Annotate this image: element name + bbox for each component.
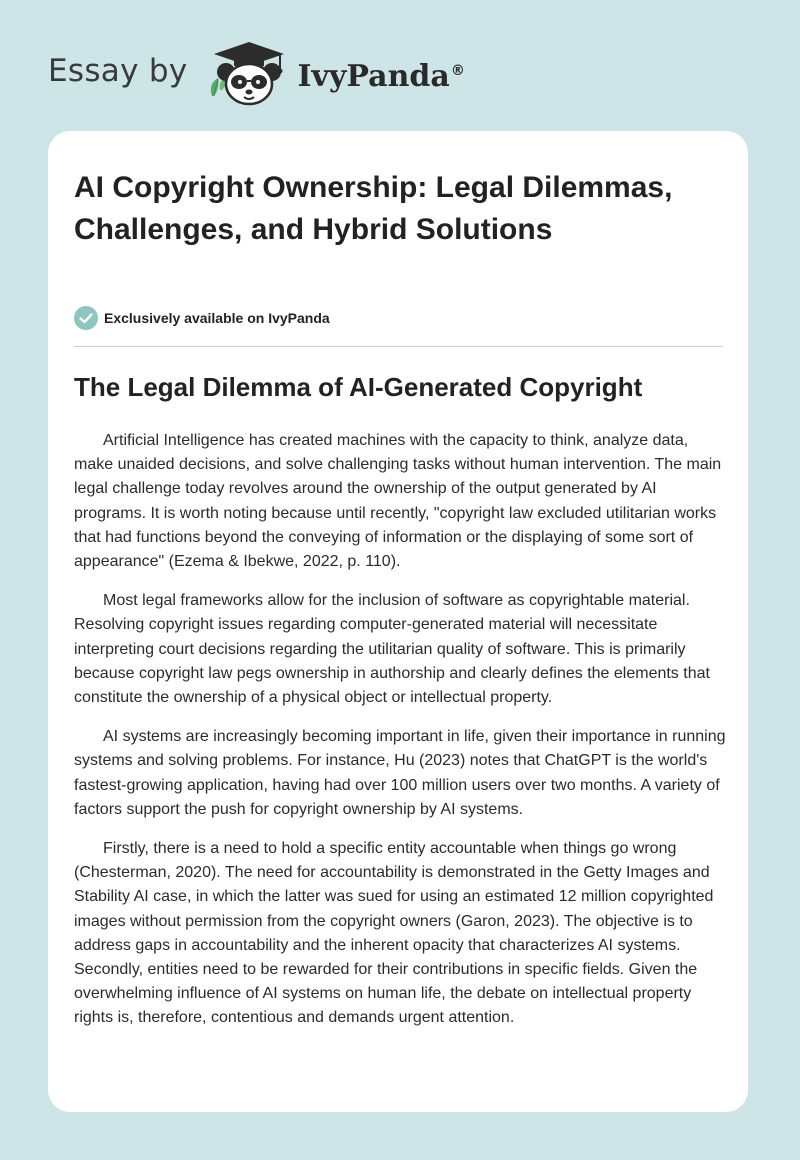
- check-circle-icon: [74, 306, 98, 330]
- paragraph: Firstly, there is a need to hold a specific entity accountable when things go wrong (Chesterman, 2020). The need for accountability is demonstrated in the Getty Images and Stability AI case, in which the latter was sued for using an estimated 12 million copyrighted images without permission from the copyright owners (Garon, 2023). The objective is to address gaps in accountability and the inherent opacity that characterizes AI systems. Secondly, entities need to be rewarded for their contributions in specific fields. Given the overwhelming influence of AI systems on human life, the debate on intellectual property rights is, therefore, contentious and demands urgent attention.: [74, 840, 714, 1027]
- brand-name[interactable]: IvyPanda®: [297, 58, 465, 94]
- essay-card: [48, 131, 748, 1112]
- page-title: AI Copyright Ownership: Legal Dilemmas, Challenges, and Hybrid Solutions: [74, 171, 673, 246]
- exclusive-badge: [74, 306, 330, 330]
- exclusive-badge-label: Exclusively available on IvyPanda: [104, 310, 330, 326]
- panda-graduate-icon[interactable]: [206, 38, 292, 108]
- brand-prefix: Essay by: [48, 53, 188, 89]
- paragraph: AI systems are increasingly becoming important in life, given their importance in running systems and solving problems. For instance, Hu (2023) notes that ChatGPT is the world's fastest-growing application, having had over 100 million users over two months. A variety of factors support the push for copyright ownership by AI systems.: [74, 728, 726, 818]
- paragraph: Most legal frameworks allow for the inclusion of software as copyrightable material. Resolving copyright issues regarding computer-generated material will necessitate interpreting court decisions regarding the utilitarian quality of software. This is primarily because copyright law pegs ownership in authorship and clearly defines the elements that constitute the ownership of a physical object or intellectual property.: [74, 592, 710, 707]
- section-title: The Legal Dilemma of AI-Generated Copyright: [74, 372, 643, 402]
- site-header: [48, 38, 465, 108]
- divider: [74, 346, 723, 347]
- registered-mark: ®: [450, 62, 465, 79]
- essay-body: [74, 429, 726, 1046]
- paragraph: Artificial Intelligence has created machines with the capacity to think, analyze data, make unaided decisions, and solve challenging tasks without human intervention. The main legal challenge today revolves around the ownership of the output generated by AI programs. It is worth noting because until recently, "copyright law excluded utilitarian works that had functions beyond the conveying of information or the displaying of some sort of appearance" (Ezema & Ibekwe, 2022, p. 110).: [74, 432, 722, 571]
